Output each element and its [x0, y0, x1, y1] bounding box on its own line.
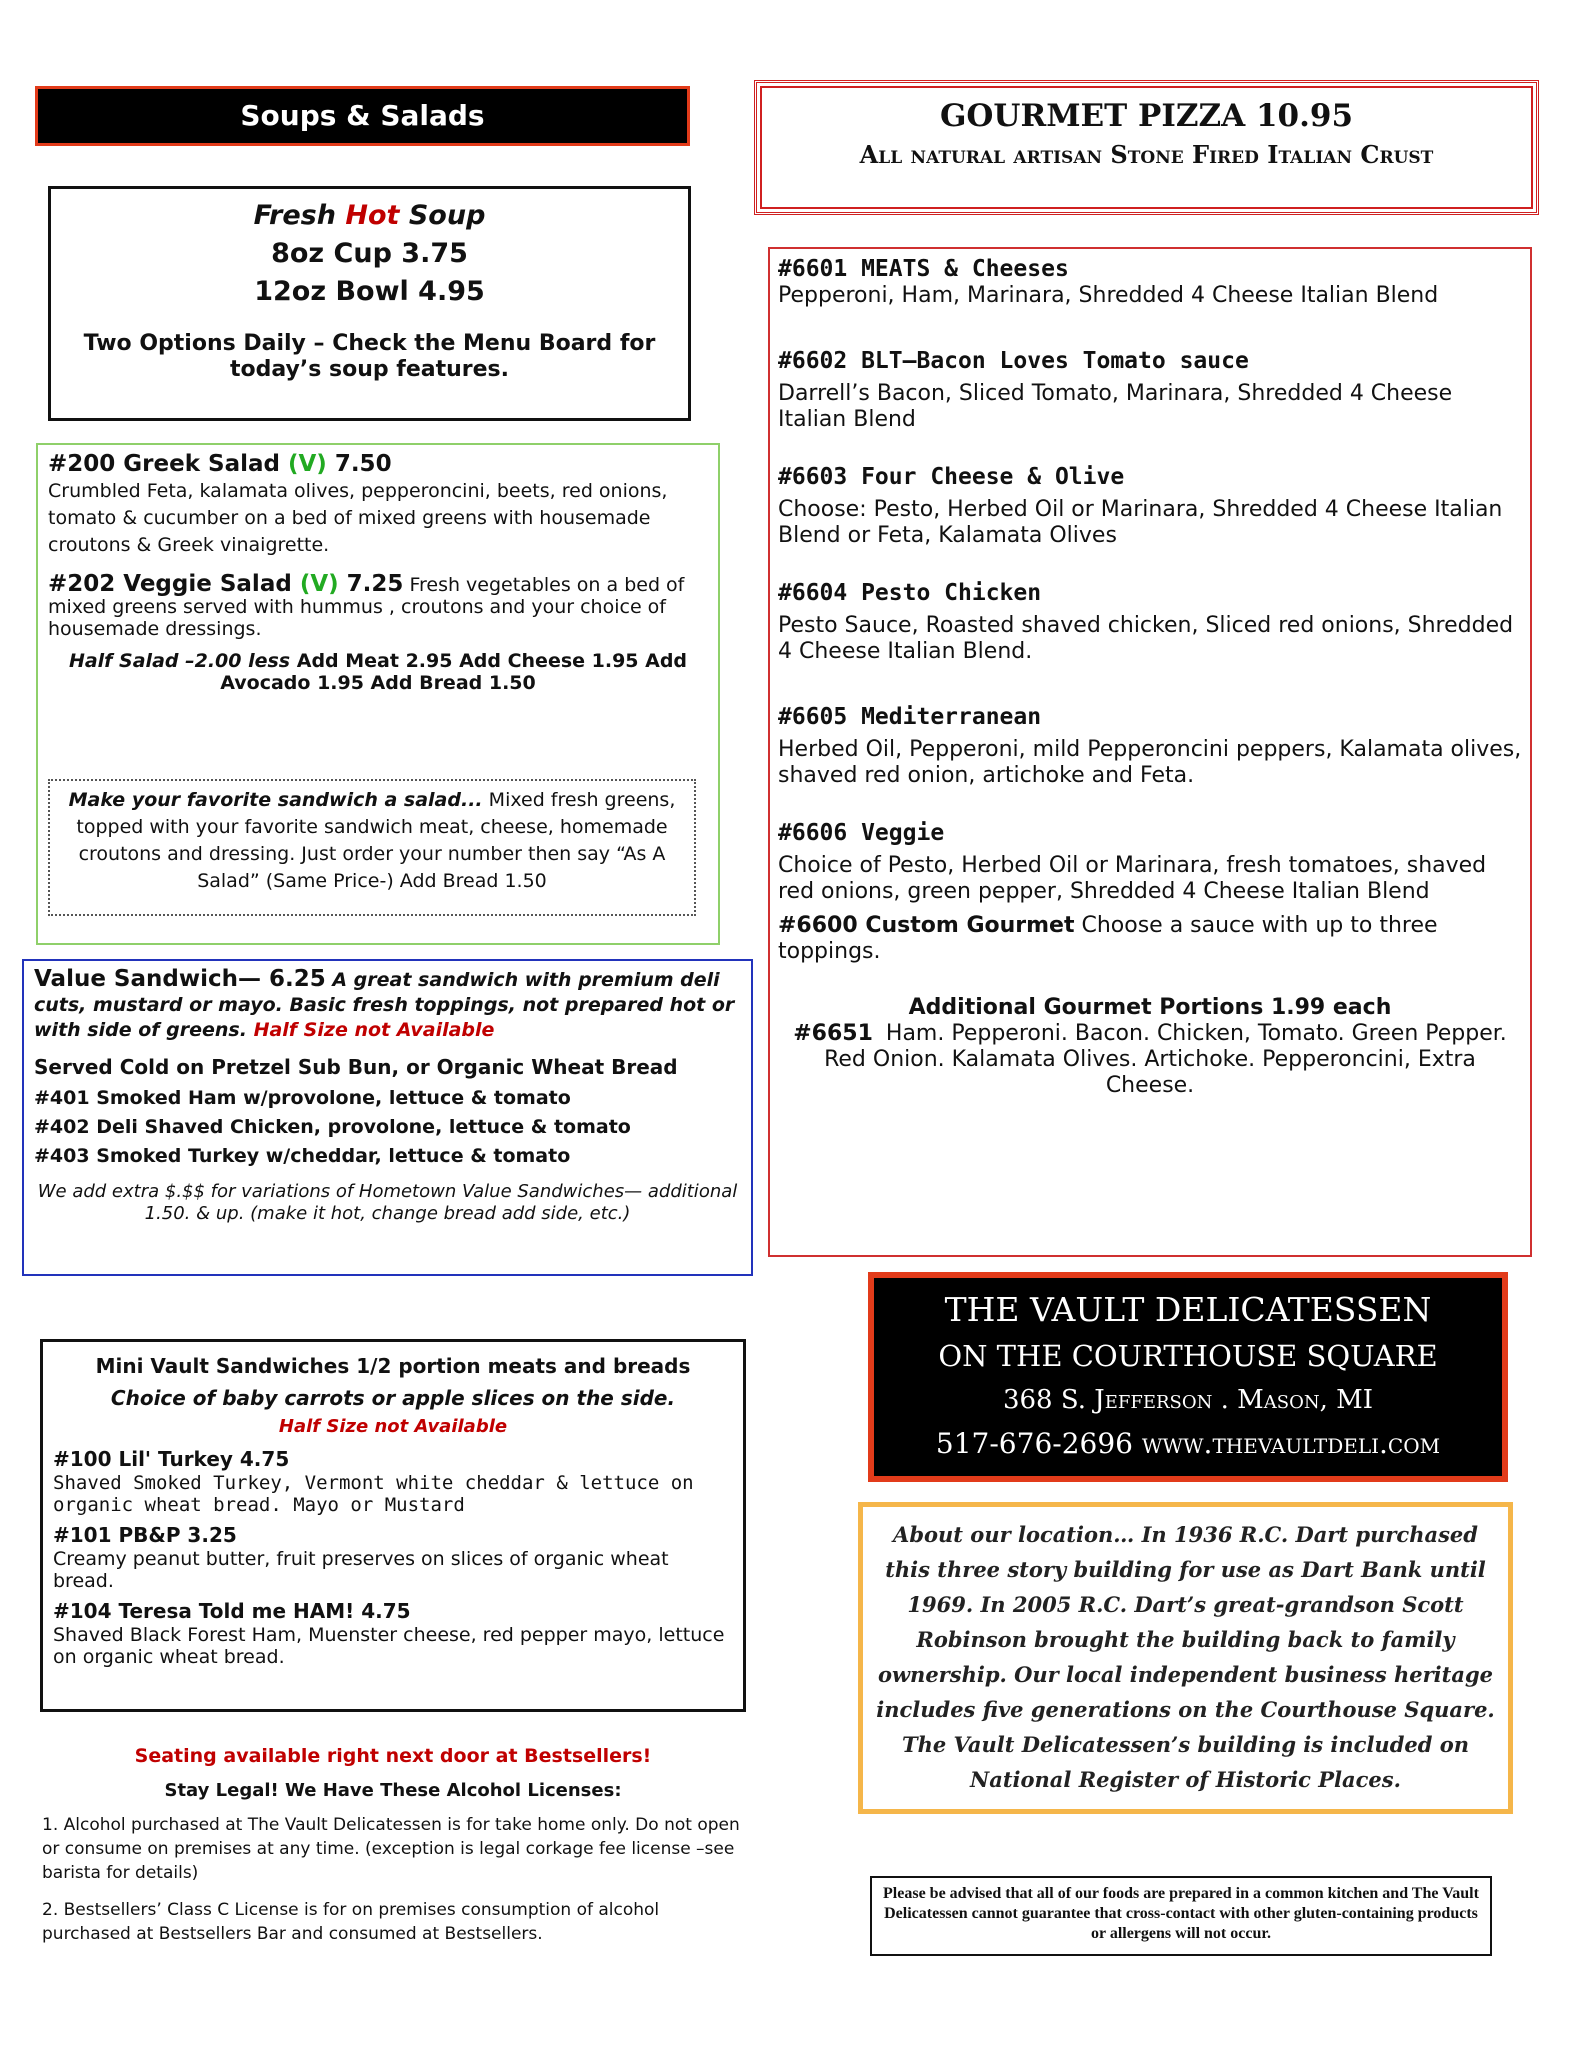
greek-salad-price: 7.50: [326, 451, 392, 477]
soup-note: Two Options Daily – Check the Menu Board for today’s soup features.: [83, 331, 656, 382]
mini-item-title: #100 Lil' Turkey 4.75: [53, 1447, 290, 1471]
vegetarian-badge: (V): [287, 451, 327, 477]
mini-item-desc: Shaved Black Forest Ham, Muenster cheese, red pepper mayo, lettuce on organic wheat bread.: [53, 1624, 725, 1668]
value-sandwich-list: [34, 1084, 741, 1171]
pizza-item-desc: Choice of Pesto, Herbed Oil or Marinara, fresh tomatoes, shaved red onions, green pepper, Shredded 4 Cheese Italian Blend: [778, 853, 1487, 904]
soup-hot: Hot: [345, 200, 400, 231]
pizza-item-desc: Pepperoni, Ham, Marinara, Shredded 4 Cheese Italian Blend: [778, 283, 1439, 308]
salad-addons: [48, 650, 708, 694]
vegetarian-badge: (V): [299, 571, 339, 597]
pizza-item: [778, 703, 1522, 789]
deli-location: ON THE COURTHOUSE SQUARE: [938, 1339, 1438, 1373]
pizza-item-desc: Herbed Oil, Pepperoni, mild Pepperoncini peppers, Kalamata olives, shaved red onion, artichoke and Feta.: [778, 737, 1522, 788]
mini-item-title: #104 Teresa Told me HAM! 4.75: [53, 1599, 411, 1623]
alcohol-license-2: 2. Bestsellers’ Class C License is for on premises consumption of alcohol purchased at Bestsellers Bar and consumed at Bestsellers.: [42, 1900, 660, 1944]
additional-portions-desc: Ham. Pepperoni. Bacon. Chicken, Tomato. Green Pepper. Red Onion. Kalamata Olives. Artichoke. Pepperoncini, Extra Cheese.: [824, 1021, 1507, 1098]
half-size-note: Half Size not Available: [278, 1416, 508, 1437]
mini-vault-box: [40, 1339, 746, 1712]
pizza-item-title: #6606 Veggie: [778, 820, 945, 846]
pizza-item-title: #6605 Mediterranean: [778, 704, 1042, 730]
mini-item-title: #101 PB&P 3.25: [53, 1523, 237, 1547]
half-size-note: Half Size not Available: [246, 1019, 495, 1041]
list-item: #403 Smoked Turkey w/cheddar, lettuce & tomato: [34, 1145, 571, 1167]
fresh-hot-soup-title: [65, 197, 674, 235]
soup-box: [48, 186, 691, 421]
pizza-item: [778, 255, 1522, 309]
pizza-subtitle: All natural artisan Stone Fired Italian Crust: [859, 140, 1434, 169]
soup-prefix: Fresh: [253, 200, 346, 231]
salad-addons-prices: Add Meat 2.95 Add Cheese 1.95 Add Avocado 1.95 Add Bread 1.50: [220, 650, 688, 694]
soup-bowl-price: 12oz Bowl 4.95: [254, 276, 485, 307]
pizza-item-title: #6603 Four Cheese & Olive: [778, 464, 1125, 490]
value-sandwich-box: [22, 959, 753, 1276]
veggie-salad-desc: Fresh vegetables on a bed of mixed greens served with hummus , croutons and your choice of housemade dressings.: [48, 574, 685, 640]
list-item: #401 Smoked Ham w/provolone, lettuce & tomato: [34, 1087, 571, 1109]
vault-deli-banner: [868, 1272, 1508, 1482]
value-sandwich-title: Value Sandwich— 6.25: [34, 966, 326, 992]
half-salad-note: Half Salad –2.00 less: [68, 650, 291, 672]
allergen-advisory: Please be advised that all of our foods are prepared in a common kitchen and The Vault Delicatessen cannot guarantee that cross-contact with other gluten-containing products or allergens will not occur.: [870, 1876, 1492, 1956]
veggie-salad-name: #202 Veggie Salad: [48, 571, 300, 597]
mini-item-desc: Shaved Smoked Turkey, Vermont white cheddar & lettuce on organic wheat bread. Mayo or Mustard: [53, 1472, 694, 1516]
alcohol-license-header: Stay Legal! We Have These Alcohol Licenses:: [164, 1780, 622, 1801]
seating-notice: Seating available right next door at Bestsellers!: [134, 1745, 652, 1767]
mini-subheader: Choice of baby carrots or apple slices on the side.: [110, 1386, 676, 1410]
veggie-salad-price: 7.25: [338, 571, 404, 597]
deli-contact: 517-676-2696 www.thevaultdeli.com: [935, 1427, 1441, 1460]
deli-name: THE VAULT DELICATESSEN: [944, 1290, 1432, 1329]
alcohol-license-1: 1. Alcohol purchased at The Vault Delicatessen is for take home only. Do not open or consume on premises at any time. (exception is legal corkage fee license –see barista for details): [42, 1815, 740, 1883]
pizza-item: [778, 347, 1522, 433]
soup-cup-price: 8oz Cup 3.75: [271, 238, 468, 269]
pizza-item-title: #6604 Pesto Chicken: [778, 580, 1042, 606]
pizza-item-desc: Darrell’s Bacon, Sliced Tomato, Marinara, Shredded 4 Cheese Italian Blend: [778, 381, 1453, 432]
value-served-note: Served Cold on Pretzel Sub Bun, or Organic Wheat Bread: [34, 1055, 678, 1079]
pizza-item-desc: Pesto Sauce, Roasted shaved chicken, Sliced red onions, Shredded 4 Cheese Italian Blend.: [778, 613, 1514, 664]
gourmet-pizza-header: [754, 80, 1539, 215]
pizza-item-desc: Choose: Pesto, Herbed Oil or Marinara, Shredded 4 Cheese Italian Blend or Feta, Kalamata Olives: [778, 497, 1503, 548]
pizza-item-title: #6602 BLT—Bacon Loves Tomato sauce: [778, 348, 1249, 374]
custom-gourmet: [778, 913, 1522, 965]
greek-salad-title: [48, 451, 708, 478]
sandwich-salad-title: Make your favorite sandwich a salad...: [68, 789, 483, 811]
pizza-title: GOURMET PIZZA 10.95: [939, 98, 1354, 134]
pizza-item-title: #6601 MEATS & Cheeses: [778, 256, 1069, 282]
pizza-menu-box: [768, 247, 1532, 1257]
soups-salads-header: Soups & Salads: [35, 86, 690, 146]
value-sandwich-footer: We add extra $.$$ for variations of Hometown Value Sandwiches— additional 1.50. & up. (make it hot, change bread add side, etc.): [37, 1181, 738, 1224]
additional-portions: [778, 995, 1522, 1099]
sandwich-salad-box: [48, 779, 696, 916]
value-sandwich-desc: A great sandwich with premium deli cuts, mustard or mayo. Basic fresh toppings, not prepared hot or with side of greens.: [34, 969, 735, 1041]
location-history-box: About our location… In 1936 R.C. Dart purchased this three story building for use as Dart Bank until 1969. In 2005 R.C. Dart’s great-grandson Scott Robinson brought the building back to family ownership. Our local independent business heritage includes five generations on the Courthouse Square. The Vault Delicatessen’s building is included on National Register of Historic Places.: [858, 1502, 1513, 1814]
list-item: #402 Deli Shaved Chicken, provolone, lettuce & tomato: [34, 1116, 631, 1138]
additional-portions-code: #6651: [793, 1021, 873, 1046]
deli-address: 368 S. Jefferson . Mason, MI: [1002, 1385, 1374, 1415]
mini-item-desc: Creamy peanut butter, fruit preserves on slices of organic wheat bread.: [53, 1548, 669, 1592]
pizza-item: [778, 463, 1522, 549]
pizza-item: [778, 819, 1522, 905]
veggie-salad: [48, 573, 708, 640]
custom-gourmet-desc: Choose a sauce with up to three toppings.: [778, 913, 1438, 964]
soup-suffix: Soup: [399, 200, 486, 231]
pizza-item: [778, 579, 1522, 665]
greek-salad-desc: Crumbled Feta, kalamata olives, pepperoncini, beets, red onions, tomato & cucumber on a bed of mixed greens with housemade croutons & Greek vinaigrette.: [48, 480, 668, 556]
greek-salad-name: #200 Greek Salad: [48, 451, 288, 477]
sandwich-salad-desc: Mixed fresh greens, topped with your favorite sandwich meat, cheese, homemade croutons and dressing. Just order your number then say “As A Salad” (Same Price-) Add Bread 1.50: [76, 789, 676, 892]
mini-header: Mini Vault Sandwiches 1/2 portion meats and breads: [95, 1354, 691, 1378]
value-sandwich-intro: [34, 967, 741, 1043]
additional-portions-title: Additional Gourmet Portions 1.99 each: [908, 995, 1392, 1020]
custom-gourmet-title: #6600 Custom Gourmet: [778, 913, 1075, 938]
